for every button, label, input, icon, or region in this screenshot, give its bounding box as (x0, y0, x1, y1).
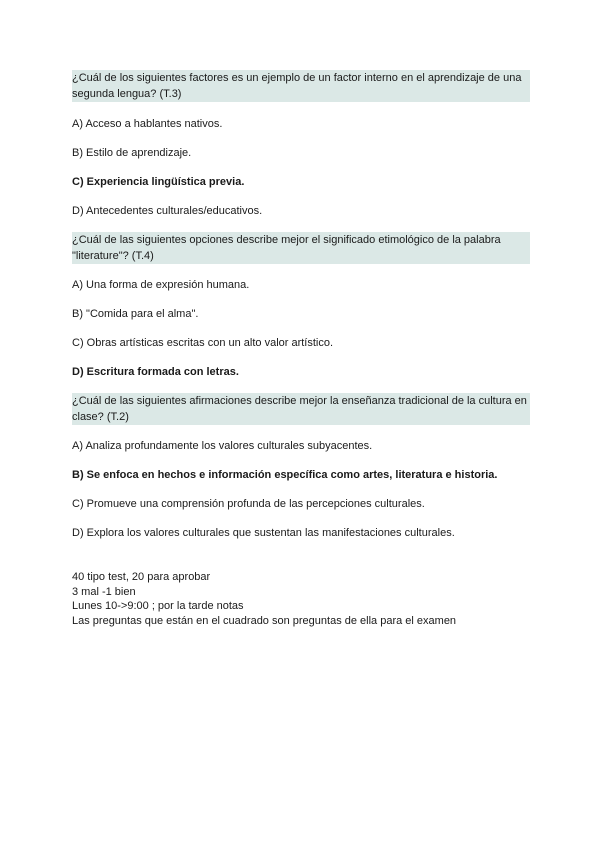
q3-option-d: D) Explora los valores culturales que sustentan las manifestaciones culturales. (72, 527, 455, 539)
q3-option-c: C) Promueve una comprensión profunda de las percepciones culturales. (72, 498, 425, 510)
q1-option-a: A) Acceso a hablantes nativos. (72, 118, 223, 130)
note-line: 40 tipo test, 20 para aprobar (72, 571, 211, 583)
q2-option-d-correct: D) Escritura formada con letras. (72, 366, 239, 378)
q1-option-d: D) Antecedentes culturales/educativos. (72, 205, 263, 217)
q2-option-a: A) Una forma de expresión humana. (72, 279, 250, 291)
question-3: ¿Cuál de las siguientes afirmaciones describe mejor la enseñanza tradicional de la cultura en clase? (T.2) (72, 393, 530, 425)
q3-option-b-correct: B) Se enfoca en hechos e información específica como artes, literatura e historia. (72, 469, 498, 481)
note-line: 3 mal -1 bien (72, 585, 136, 598)
q2-option-c: C) Obras artísticas escritas con un alto valor artístico. (72, 337, 334, 349)
question-1: ¿Cuál de los siguientes factores es un ejemplo de un factor interno en el aprendizaje de una segunda lengua? (T.3) (72, 70, 530, 102)
note-line: Lunes 10->9:00 ; por la tarde notas (72, 600, 244, 612)
q2-option-b: B) "Comida para el alma". (72, 308, 199, 320)
question-2: ¿Cuál de las siguientes opciones describe mejor el significado etimológico de la palabra "literature"? (T.4) (72, 232, 530, 264)
q1-option-c-correct: C) Experiencia lingüística previa. (72, 176, 245, 188)
q3-option-a: A) Analiza profundamente los valores culturales subyacentes. (72, 440, 373, 452)
note-line: Las preguntas que están en el cuadrado son preguntas de ella para el examen (72, 614, 457, 627)
q1-option-b: B) Estilo de aprendizaje. (72, 147, 192, 159)
exam-notes (72, 570, 456, 628)
